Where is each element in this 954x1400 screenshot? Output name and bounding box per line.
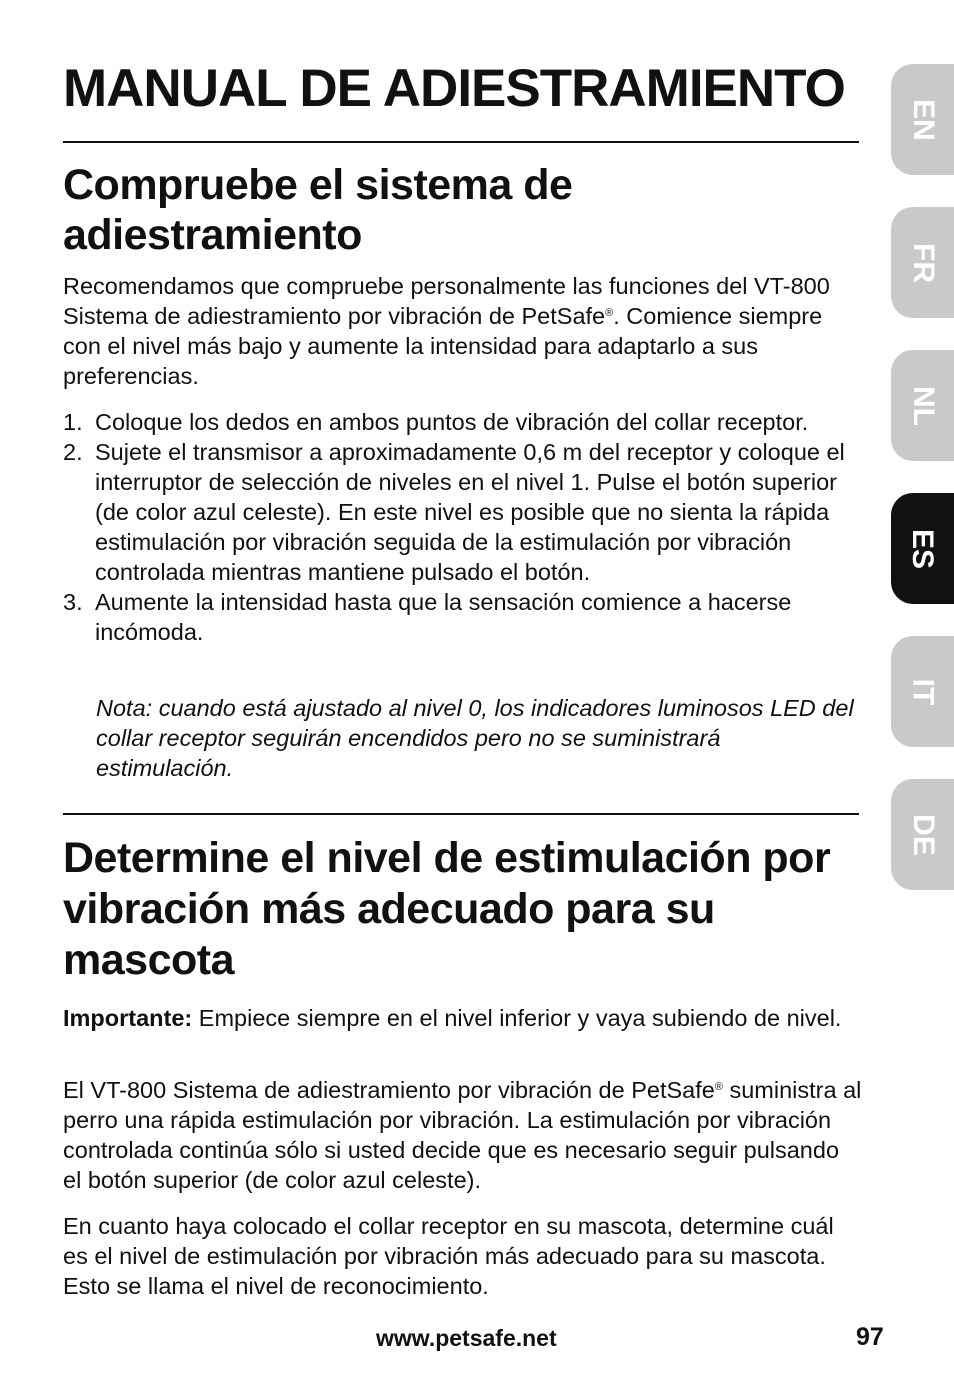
- step-number: 1.: [63, 409, 83, 435]
- step-number: 2.: [63, 439, 83, 465]
- level-zero-note: Nota: cuando está ajustado al nivel 0, los indicadores luminosos LED del collar receptor seguirán encendidos pero no se suministrará estimulación.: [96, 695, 854, 781]
- language-tab-de[interactable]: [891, 779, 954, 890]
- important-label: Importante:: [63, 1005, 193, 1031]
- language-tab-label: IT: [906, 678, 940, 705]
- page-number: 97: [856, 1323, 884, 1351]
- page-title: MANUAL DE ADIESTRAMIENTO: [63, 59, 845, 118]
- intro-text-continued: . Comience siempre con el nivel más bajo y aumente la intensidad para adaptarlo a sus preferencias.: [63, 303, 823, 389]
- intro-paragraph: [63, 271, 863, 391]
- paragraph-text-continued: suministra al perro una rápida estimulación por vibración. La estimulación por vibración controlada continúa sólo si usted decide que es necesario seguir pulsando el botón superior (de color azul celeste).: [63, 1077, 862, 1193]
- recognition-level-paragraph: En cuanto haya colocado el collar receptor en su mascota, determine cuál es el nivel de estimulación por vibración más adecuado para su mascota. Esto se llama el nivel de reconocimiento.: [63, 1213, 834, 1299]
- section-heading-stimulation-level: Determine el nivel de estimulación por vibración más adecuado para su mascota: [63, 834, 831, 984]
- vibration-description-paragraph: [63, 1075, 863, 1195]
- language-tab-fr[interactable]: [891, 207, 954, 318]
- language-tab-label: DE: [906, 813, 940, 856]
- intro-text: Recomendamos que compruebe personalmente las funciones del VT-800 Sistema de adiestramiento por vibración de PetSafe: [63, 273, 830, 329]
- language-tab-label: FR: [906, 242, 940, 283]
- paragraph-text: El VT-800 Sistema de adiestramiento por vibración de PetSafe: [63, 1077, 715, 1103]
- list-item: [63, 407, 863, 437]
- test-steps-list: [63, 407, 863, 647]
- title-divider: [63, 141, 859, 143]
- list-item: [63, 437, 863, 587]
- important-text: Empiece siempre en el nivel inferior y vaya subiendo de nivel.: [192, 1005, 842, 1031]
- language-tab-label: EN: [906, 98, 940, 141]
- language-tab-en[interactable]: [891, 64, 954, 175]
- language-tab-label: ES: [906, 528, 940, 569]
- list-item: [63, 587, 863, 647]
- section-divider: [63, 813, 859, 815]
- language-tab-it[interactable]: [891, 636, 954, 747]
- footer-url: www.petsafe.net: [376, 1325, 557, 1351]
- step-text: Coloque los dedos en ambos puntos de vibración del collar receptor.: [95, 409, 809, 435]
- step-text: Sujete el transmisor a aproximadamente 0,6 m del receptor y coloque el interruptor de selección de niveles en el nivel 1. Pulse el botón superior (de color azul celeste). En este nivel es posible que no sienta la rápida estimulación por vibración seguida de la estimulación por vibración controlada mientras mantiene pulsado el botón.: [95, 439, 845, 585]
- step-number: 3.: [63, 589, 83, 615]
- language-tab-nl[interactable]: [891, 350, 954, 461]
- registered-mark: ®: [605, 307, 614, 319]
- step-text: Aumente la intensidad hasta que la sensación comience a hacerse incómoda.: [95, 589, 792, 645]
- important-paragraph: [63, 1003, 863, 1033]
- section-heading-test-system: Compruebe el sistema de adiestramiento: [63, 161, 573, 259]
- registered-mark: ®: [714, 1081, 723, 1093]
- language-tab-es[interactable]: [891, 493, 954, 604]
- language-tab-label: NL: [906, 385, 940, 426]
